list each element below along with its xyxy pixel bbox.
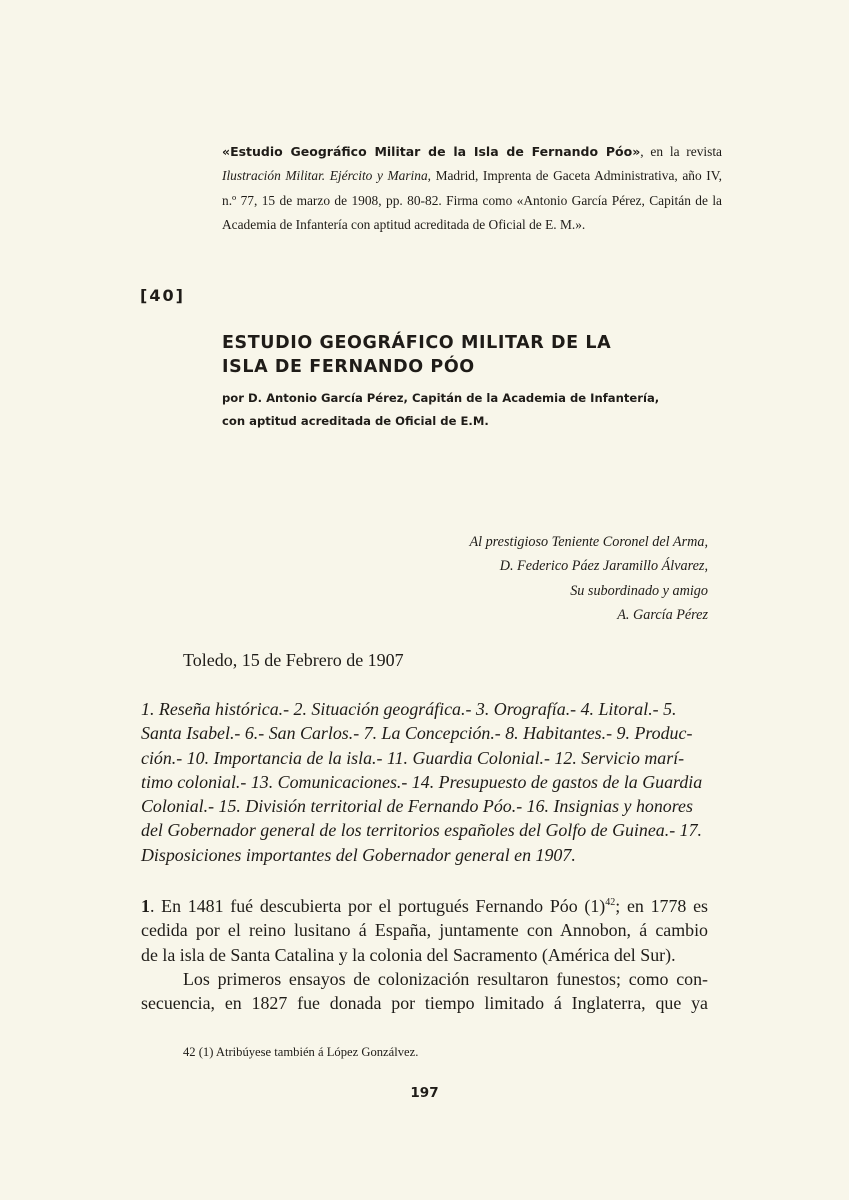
dedication-line: Al prestigioso Teniente Coronel del Arma, <box>469 534 708 550</box>
byline-line: por D. Antonio García Pérez, Capitán de la Academia de Infantería, <box>222 391 660 405</box>
source-note <box>222 140 722 237</box>
footnote: 42 (1) Atribúyese también á López Gonzálvez. <box>183 1045 419 1059</box>
body-text <box>141 894 708 1015</box>
body-line: Los primeros ensayos de colonización resultaron funestos; como con- <box>183 968 708 989</box>
summary-line: Colonial.- 15. División territorial de Fernando Póo.- 16. Insignias y honores <box>141 796 693 817</box>
source-details: , Madrid, Imprenta de Gaceta Administrativa, año IV, n.º 77, 15 de marzo de 1908, pp. 80-82. Firma como «Antonio García Pérez, Capitán de la Academia de Infantería con aptitud acreditada de Oficial de E. M.». <box>222 168 722 232</box>
dedication-line: Su subordinado y amigo <box>570 582 708 599</box>
document-title <box>222 331 611 379</box>
page-number: 197 <box>410 1085 439 1101</box>
body-line: secuencia, en 1827 fue donada por tiempo limitado á Inglaterra, que ya <box>141 993 708 1014</box>
title-line: ISLA DE FERNANDO PÓO <box>222 357 475 377</box>
dedication-line: D. Federico Páez Jaramillo Álvarez, <box>499 558 708 575</box>
source-text: , en la revista <box>640 144 722 159</box>
summary <box>141 697 708 867</box>
dedication-signature: A. García Pérez <box>617 606 708 623</box>
body-line <box>141 894 708 918</box>
summary-line: 1. Reseña histórica.- 2. Situación geográfica.- 3. Orografía.- 4. Litoral.- 5. <box>141 699 677 719</box>
body-text-segment: ; en 1778 es <box>615 896 708 916</box>
author-byline <box>222 387 659 433</box>
source-journal: Ilustración Militar. Ejército y Marina <box>222 168 428 184</box>
summary-line: del Gobernador general de los territorios españoles del Golfo de Guinea.- 17. <box>141 820 703 841</box>
byline-line: con aptitud acreditada de Oficial de E.M. <box>222 414 489 428</box>
footnote-reference[interactable]: 42 <box>605 897 616 908</box>
section-number: 1 <box>141 896 150 916</box>
title-line: ESTUDIO GEOGRÁFICO MILITAR DE LA <box>222 333 612 353</box>
summary-line: ción.- 10. Importancia de la isla.- 11. Guardia Colonial.- 12. Servicio marí- <box>141 747 685 768</box>
body-line: de la isla de Santa Catalina y la colonia del Sacramento (América del Sur). <box>141 944 676 965</box>
place-date: Toledo, 15 de Febrero de 1907 <box>183 650 404 670</box>
summary-line: Santa Isabel.- 6.- San Carlos.- 7. La Concepción.- 8. Habitantes.- 9. Produc- <box>141 723 693 744</box>
document-number: [40] <box>140 286 185 305</box>
source-title: «Estudio Geográfico Militar de la Isla de Fernando Póo» <box>222 144 641 159</box>
summary-line: Disposiciones importantes del Gobernador general en 1907. <box>141 844 576 865</box>
summary-line: timo colonial.- 13. Comunicaciones.- 14. Presupuesto de gastos de la Guardia <box>141 771 703 792</box>
body-line: cedida por el reino lusitano á España, juntamente con Annobon, á cambio <box>141 920 708 941</box>
body-text-segment: . En 1481 fué descubierta por el portugués Fernando Póo (1) <box>149 896 606 916</box>
dedication <box>469 530 708 627</box>
